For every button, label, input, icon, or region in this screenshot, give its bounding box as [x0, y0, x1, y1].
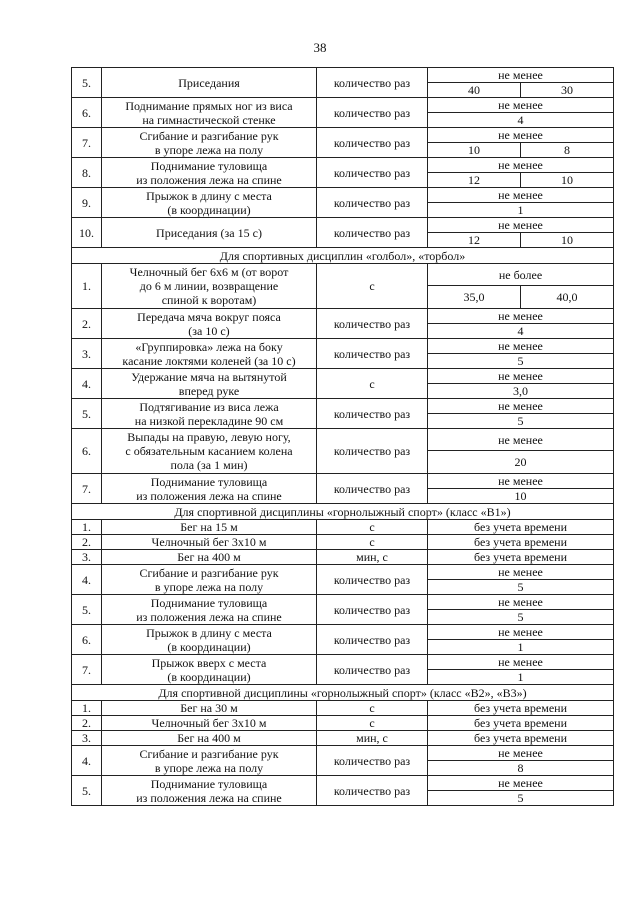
exercise-name-line: с обязательным касанием колена — [125, 444, 293, 458]
section-heading-row — [72, 504, 614, 520]
unit: с — [317, 520, 428, 535]
exercise-name — [102, 550, 317, 565]
exercise-name-line: Приседания — [178, 75, 240, 90]
exercise-name-line: из положения лежа на спине — [136, 172, 282, 187]
unit: количество раз — [317, 595, 428, 625]
row-number: 2. — [72, 716, 102, 731]
table-row — [72, 188, 614, 203]
row-number: 6. — [72, 625, 102, 655]
exercise-name — [102, 339, 317, 369]
row-number: 3. — [72, 339, 102, 369]
row-number: 9. — [72, 188, 102, 218]
condition-label: не менее — [428, 429, 614, 451]
condition-label: не менее — [428, 565, 614, 580]
value: 1 — [428, 640, 614, 655]
condition-label: не менее — [428, 188, 614, 203]
value: без учета времени — [428, 716, 614, 731]
exercise-name — [102, 264, 317, 309]
table-row — [72, 655, 614, 670]
exercise-name — [102, 98, 317, 128]
table-row — [72, 128, 614, 143]
exercise-name-line: на гимнастической стенке — [142, 112, 276, 127]
exercise-name — [102, 68, 317, 98]
row-number: 1. — [72, 520, 102, 535]
row-number: 5. — [72, 68, 102, 98]
row-number: 6. — [72, 98, 102, 128]
exercise-name-line: спиной к воротам) — [161, 293, 257, 307]
value: 5 — [428, 610, 614, 625]
table-row — [72, 731, 614, 746]
unit: количество раз — [317, 68, 428, 98]
exercise-name-line: «Группировка» лежа на боку — [135, 339, 283, 354]
unit: количество раз — [317, 625, 428, 655]
value: 5 — [428, 354, 614, 369]
exercise-name — [102, 565, 317, 595]
value: без учета времени — [428, 701, 614, 716]
row-number: 5. — [72, 776, 102, 806]
exercise-name-line: Бег на 400 м — [177, 731, 241, 745]
value-boys: 12 — [428, 233, 521, 248]
exercise-name — [102, 309, 317, 339]
exercise-name-line: Подтягивание из виса лежа — [139, 399, 279, 414]
row-number: 2. — [72, 309, 102, 339]
table-row — [72, 218, 614, 233]
unit: количество раз — [317, 429, 428, 474]
unit: с — [317, 716, 428, 731]
value: 20 — [428, 451, 614, 474]
row-number: 3. — [72, 550, 102, 565]
row-number: 5. — [72, 399, 102, 429]
value: 1 — [428, 203, 614, 218]
exercise-name — [102, 399, 317, 429]
unit: мин, с — [317, 731, 428, 746]
exercise-name-line: Выпады на правую, левую ногу, — [127, 430, 291, 444]
condition-label: не более — [428, 264, 614, 286]
section-heading: Для спортивных дисциплин «голбол», «торбол» — [72, 248, 614, 264]
exercise-name-line: Сгибание и разгибание рук — [139, 746, 279, 761]
table-row — [72, 595, 614, 610]
table-row — [72, 535, 614, 550]
exercise-name-line: из положения лежа на спине — [136, 609, 282, 624]
condition-label: не менее — [428, 218, 614, 233]
exercise-name-line: Бег на 400 м — [177, 550, 241, 564]
condition-label: не менее — [428, 339, 614, 354]
value: 1 — [428, 670, 614, 685]
exercise-name — [102, 369, 317, 399]
exercise-name-line: (за 10 с) — [188, 323, 230, 338]
exercise-name-line: Бег на 30 м — [180, 701, 238, 715]
unit: количество раз — [317, 158, 428, 188]
unit: количество раз — [317, 218, 428, 248]
row-number: 6. — [72, 429, 102, 474]
exercise-name-line: Челночный бег 3х10 м — [151, 716, 267, 730]
table-row — [72, 158, 614, 173]
section-heading-row — [72, 248, 614, 264]
row-number: 8. — [72, 158, 102, 188]
table-row — [72, 746, 614, 761]
value-girls: 30 — [521, 83, 614, 98]
row-number: 10. — [72, 218, 102, 248]
exercise-name-line: Челночный бег 3х10 м — [151, 535, 267, 549]
exercise-name-line: до 6 м линии, возвращение — [139, 279, 279, 293]
value: без учета времени — [428, 550, 614, 565]
table-row — [72, 701, 614, 716]
exercise-name — [102, 429, 317, 474]
value: без учета времени — [428, 535, 614, 550]
exercise-name-line: Поднимание туловища — [150, 776, 268, 791]
unit: количество раз — [317, 339, 428, 369]
value: 8 — [428, 761, 614, 776]
exercise-name-line: вперед руке — [178, 383, 240, 398]
exercise-name — [102, 474, 317, 504]
exercise-name-line: Поднимание туловища — [150, 158, 268, 173]
row-number: 5. — [72, 595, 102, 625]
unit: количество раз — [317, 474, 428, 504]
section-heading: Для спортивной дисциплины «горнолыжный спорт» (класс «В1») — [72, 504, 614, 520]
unit: с — [317, 535, 428, 550]
row-number: 4. — [72, 746, 102, 776]
table-row — [72, 264, 614, 286]
exercise-name-line: Удержание мяча на вытянутой — [131, 369, 287, 384]
unit: с — [317, 701, 428, 716]
exercise-name-line: Бег на 15 м — [180, 520, 238, 534]
exercise-name-line: (в координации) — [167, 639, 251, 654]
exercise-name-line: Поднимание туловища — [150, 595, 268, 610]
section-heading-row — [72, 685, 614, 701]
value: 5 — [428, 414, 614, 429]
page-number: 38 — [313, 40, 327, 55]
row-number: 1. — [72, 701, 102, 716]
row-number: 3. — [72, 731, 102, 746]
exercise-name — [102, 128, 317, 158]
unit: количество раз — [317, 746, 428, 776]
condition-label: не менее — [428, 128, 614, 143]
row-number: 7. — [72, 655, 102, 685]
exercise-name-line: Сгибание и разгибание рук — [139, 565, 279, 580]
condition-label: не менее — [428, 625, 614, 640]
condition-label: не менее — [428, 655, 614, 670]
table-row — [72, 429, 614, 451]
value-boys: 10 — [428, 143, 521, 158]
row-number: 7. — [72, 128, 102, 158]
exercise-name-line: в упоре лежа на полу — [154, 142, 264, 157]
row-number: 4. — [72, 369, 102, 399]
unit: количество раз — [317, 188, 428, 218]
condition-label: не менее — [428, 746, 614, 761]
unit: количество раз — [317, 309, 428, 339]
exercise-name-line: Поднимание туловища — [150, 474, 268, 489]
exercise-name-line: в упоре лежа на полу — [154, 579, 264, 594]
value: 4 — [428, 113, 614, 128]
table-row — [72, 474, 614, 489]
condition-label: не менее — [428, 399, 614, 414]
exercise-name — [102, 535, 317, 550]
exercise-name-line: касание локтями коленей (за 10 с) — [122, 353, 296, 368]
exercise-name-line: пола (за 1 мин) — [170, 458, 248, 472]
value-boys: 35,0 — [428, 286, 521, 309]
exercise-name-line: на низкой перекладине 90 см — [134, 413, 284, 428]
exercise-name — [102, 595, 317, 625]
exercise-name-line: (в координации) — [167, 202, 251, 217]
norms-table — [71, 67, 614, 806]
table-row — [72, 625, 614, 640]
exercise-name — [102, 716, 317, 731]
value-boys: 12 — [428, 173, 521, 188]
unit: количество раз — [317, 776, 428, 806]
value: без учета времени — [428, 520, 614, 535]
row-number: 4. — [72, 565, 102, 595]
unit: мин, с — [317, 550, 428, 565]
exercise-name — [102, 625, 317, 655]
exercise-name-line: Прыжок вверх с места — [151, 655, 267, 670]
value: 5 — [428, 580, 614, 595]
exercise-name — [102, 701, 317, 716]
unit: с — [317, 264, 428, 309]
exercise-name-line: в упоре лежа на полу — [154, 760, 264, 775]
value-girls: 10 — [521, 233, 614, 248]
table-row — [72, 520, 614, 535]
table-row — [72, 565, 614, 580]
unit: количество раз — [317, 98, 428, 128]
exercise-name-line: Поднимание прямых ног из виса — [125, 98, 293, 113]
table-row — [72, 550, 614, 565]
exercise-name-line: Прыжок в длину с места — [146, 188, 272, 203]
exercise-name-line: Сгибание и разгибание рук — [139, 128, 279, 143]
table-row — [72, 68, 614, 83]
section-heading: Для спортивной дисциплины «горнолыжный спорт» (класс «В2», «В3») — [72, 685, 614, 701]
value: 3,0 — [428, 384, 614, 399]
exercise-name-line: Передача мяча вокруг пояса — [137, 309, 281, 324]
condition-label: не менее — [428, 474, 614, 489]
table-row — [72, 776, 614, 791]
table-row — [72, 369, 614, 384]
exercise-name — [102, 520, 317, 535]
value: 10 — [428, 489, 614, 504]
exercise-name — [102, 218, 317, 248]
unit: количество раз — [317, 128, 428, 158]
condition-label: не менее — [428, 309, 614, 324]
table-row — [72, 339, 614, 354]
value: без учета времени — [428, 731, 614, 746]
exercise-name — [102, 731, 317, 746]
unit: с — [317, 369, 428, 399]
value: 4 — [428, 324, 614, 339]
exercise-name-line: Челночный бег 6х6 м (от ворот — [129, 265, 289, 279]
unit: количество раз — [317, 565, 428, 595]
exercise-name — [102, 746, 317, 776]
value: 5 — [428, 791, 614, 806]
table-row — [72, 98, 614, 113]
exercise-name — [102, 776, 317, 806]
exercise-name-line: из положения лежа на спине — [136, 790, 282, 805]
exercise-name-line: Приседания (за 15 с) — [156, 225, 262, 240]
table-row — [72, 309, 614, 324]
value-girls: 40,0 — [521, 286, 614, 309]
row-number: 1. — [72, 264, 102, 309]
condition-label: не менее — [428, 98, 614, 113]
exercise-name-line: из положения лежа на спине — [136, 488, 282, 503]
table-row — [72, 716, 614, 731]
condition-label: не менее — [428, 369, 614, 384]
exercise-name — [102, 158, 317, 188]
condition-label: не менее — [428, 158, 614, 173]
value-girls: 10 — [521, 173, 614, 188]
row-number: 2. — [72, 535, 102, 550]
exercise-name-line: Прыжок в длину с места — [146, 625, 272, 640]
exercise-name-line: (в координации) — [167, 669, 251, 684]
unit: количество раз — [317, 655, 428, 685]
table-row — [72, 399, 614, 414]
exercise-name — [102, 655, 317, 685]
unit: количество раз — [317, 399, 428, 429]
condition-label: не менее — [428, 68, 614, 83]
condition-label: не менее — [428, 776, 614, 791]
row-number: 7. — [72, 474, 102, 504]
exercise-name — [102, 188, 317, 218]
condition-label: не менее — [428, 595, 614, 610]
value-boys: 40 — [428, 83, 521, 98]
value-girls: 8 — [521, 143, 614, 158]
